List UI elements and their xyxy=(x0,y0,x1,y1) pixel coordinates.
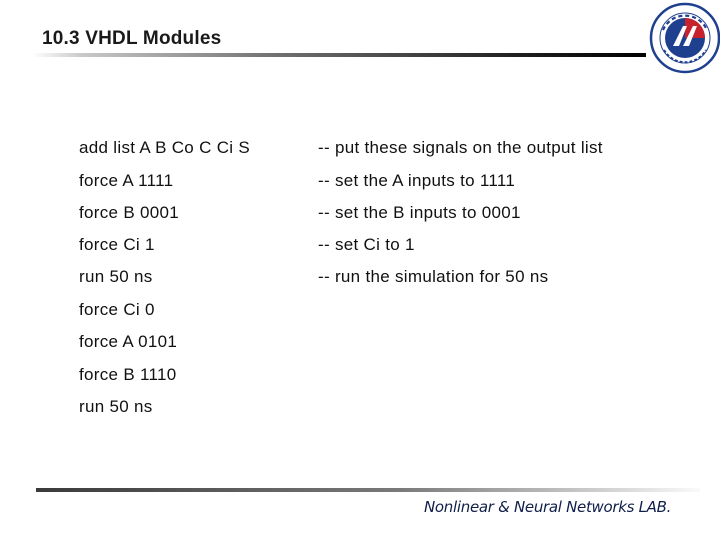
command-text: force Ci 1 xyxy=(79,235,155,254)
command-text: run 50 ns xyxy=(79,267,153,286)
command-row xyxy=(79,229,679,261)
university-seal-logo xyxy=(649,0,720,76)
command-text: run 50 ns xyxy=(79,397,153,416)
title-divider xyxy=(34,53,646,57)
command-text: force B 1110 xyxy=(79,365,177,384)
command-row xyxy=(79,359,679,391)
command-comment: -- put these signals on the output list xyxy=(318,138,603,157)
command-comment: -- set the B inputs to 0001 xyxy=(318,203,521,222)
command-text: force B 0001 xyxy=(79,203,179,222)
command-comment: -- set the A inputs to 1111 xyxy=(318,171,516,190)
command-row xyxy=(79,326,679,358)
slide-title: 10.3 VHDL Modules xyxy=(42,28,222,49)
command-text: force A 0101 xyxy=(79,332,178,351)
command-text: force Ci 0 xyxy=(79,300,155,319)
command-comment: -- run the simulation for 50 ns xyxy=(318,267,549,286)
command-row xyxy=(79,294,679,326)
footer-lab-name: Nonlinear & Neural Networks LAB. xyxy=(424,498,672,516)
command-text: force A 1111 xyxy=(79,171,174,190)
footer-divider xyxy=(36,488,700,492)
command-text: add list A B Co C Ci S xyxy=(79,138,251,157)
command-comment: -- set Ci to 1 xyxy=(318,235,415,254)
command-row xyxy=(79,165,679,197)
command-row xyxy=(79,261,679,293)
command-row xyxy=(79,391,679,423)
command-row xyxy=(79,132,679,164)
command-row xyxy=(79,197,679,229)
